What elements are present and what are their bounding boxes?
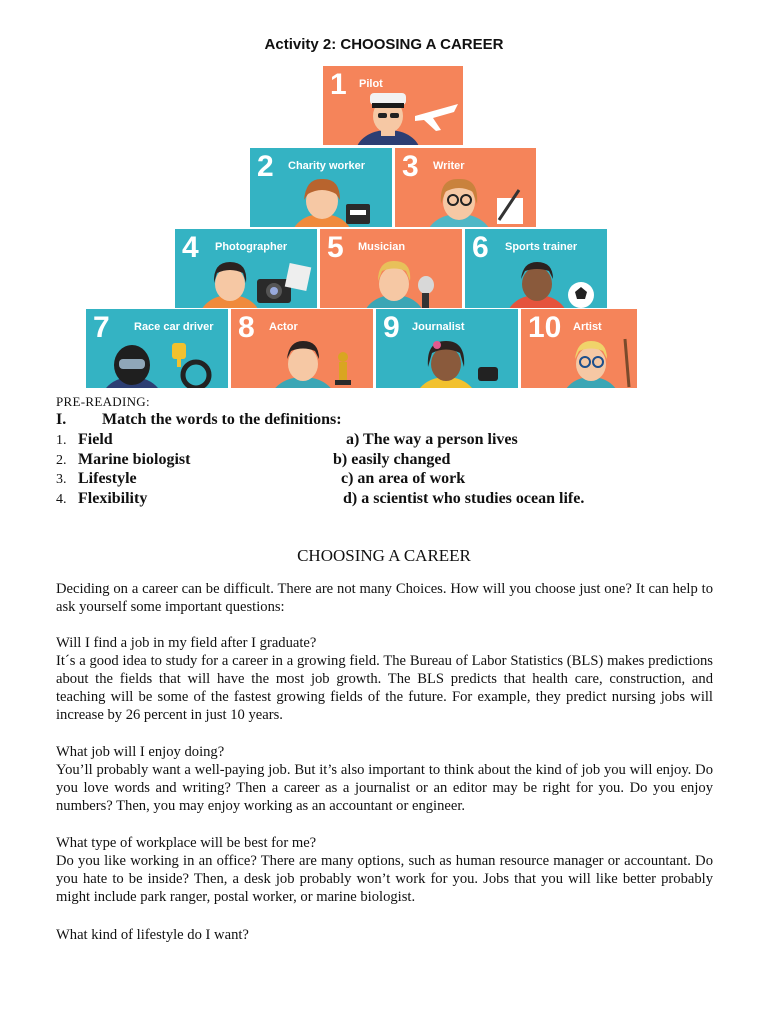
intro-paragraph: Deciding on a career can be difficult. There are not many Choices. How will you choose just one? It can help to ask yourself some important questions: (56, 581, 713, 615)
career-tile-sports-trainer (465, 229, 607, 308)
word-term: Flexibility (78, 490, 148, 507)
word-number: 2. (56, 453, 67, 468)
body-paragraph: You’ll probably want a well-paying job. But it’s also important to think about the kind of job you will enjoy. Do you love words and writing? Then a career as a journalist or an editor may be right for you. Do you enjoy numbers? Then, you may enjoy working as an accountant or engineer. (56, 762, 713, 814)
definition-item: c) an area of work (341, 470, 466, 487)
question-heading: Will I find a job in my field after I graduate? (56, 635, 317, 651)
body-paragraph: It´s a good idea to study for a career in a growing field. The Bureau of Labor Statistics (BLS) makes predictions about the fields that will have the most job growth. The BLS predicts that health care, construction, and teaching will be some of the fastest growing fields of the future. For example, they predict nursing jobs will increase by 26 percent in just 10 years. (56, 653, 713, 723)
section-number: I. (56, 411, 67, 428)
career-tile-charity-worker (250, 148, 392, 227)
career-label: Journalist (412, 321, 465, 333)
career-label: Actor (269, 321, 298, 333)
career-label: Pilot (359, 78, 383, 90)
word-number: 4. (56, 492, 67, 507)
career-number: 4 (182, 231, 199, 264)
career-label: Race car driver (134, 321, 214, 333)
career-tile-pilot (323, 66, 463, 145)
career-label: Photographer (215, 241, 288, 253)
career-number: 1 (330, 68, 347, 101)
career-number: 7 (93, 311, 110, 344)
career-label: Sports trainer (505, 241, 578, 253)
career-pyramid-image (0, 66, 768, 392)
career-label: Musician (358, 241, 406, 253)
word-item (56, 451, 190, 469)
article-title: CHOOSING A CAREER (297, 546, 471, 565)
word-item (56, 470, 137, 488)
word-term: Lifestyle (78, 470, 137, 487)
career-label: Charity worker (288, 160, 366, 172)
career-tile-race-car-driver (86, 309, 228, 388)
section-instruction: Match the words to the definitions: (102, 411, 342, 428)
career-tile-writer (395, 148, 536, 227)
career-number: 2 (257, 150, 274, 183)
career-tile-journalist (376, 309, 518, 388)
career-number: 9 (383, 311, 400, 344)
career-tile-artist (521, 309, 637, 388)
question-heading: What type of workplace will be best for me? (56, 835, 317, 851)
question-heading: What job will I enjoy doing? (56, 744, 225, 760)
word-term: Marine biologist (78, 451, 191, 468)
question-heading: What kind of lifestyle do I want? (56, 927, 249, 943)
career-label: Writer (433, 160, 465, 172)
body-paragraph: Do you like working in an office? There are many options, such as human resource manager or accountant. Do you hate to be inside? Then, a desk job probably won’t work for you. Jobs that you will like better probably might include park ranger, postal worker, or marine biologist. (56, 853, 713, 905)
career-number: 6 (472, 231, 489, 264)
word-term: Field (78, 431, 113, 448)
activity-title: Activity 2: CHOOSING A CAREER (264, 36, 504, 53)
career-tile-actor (231, 309, 373, 388)
career-label: Artist (573, 321, 602, 333)
word-item (56, 490, 147, 508)
career-tile-photographer (175, 229, 317, 308)
definition-item: a) The way a person lives (346, 431, 518, 448)
career-number: 8 (238, 311, 255, 344)
career-number: 5 (327, 231, 344, 264)
pre-reading-label: PRE-READING: (56, 394, 150, 409)
definition-item: d) a scientist who studies ocean life. (343, 490, 585, 507)
word-number: 3. (56, 472, 67, 487)
definition-item: b) easily changed (333, 451, 451, 468)
word-item (56, 431, 113, 449)
career-number: 10 (528, 311, 562, 344)
career-number: 3 (402, 150, 419, 183)
career-tile-musician (320, 229, 462, 308)
section-heading (56, 411, 342, 429)
word-number: 1. (56, 433, 67, 448)
